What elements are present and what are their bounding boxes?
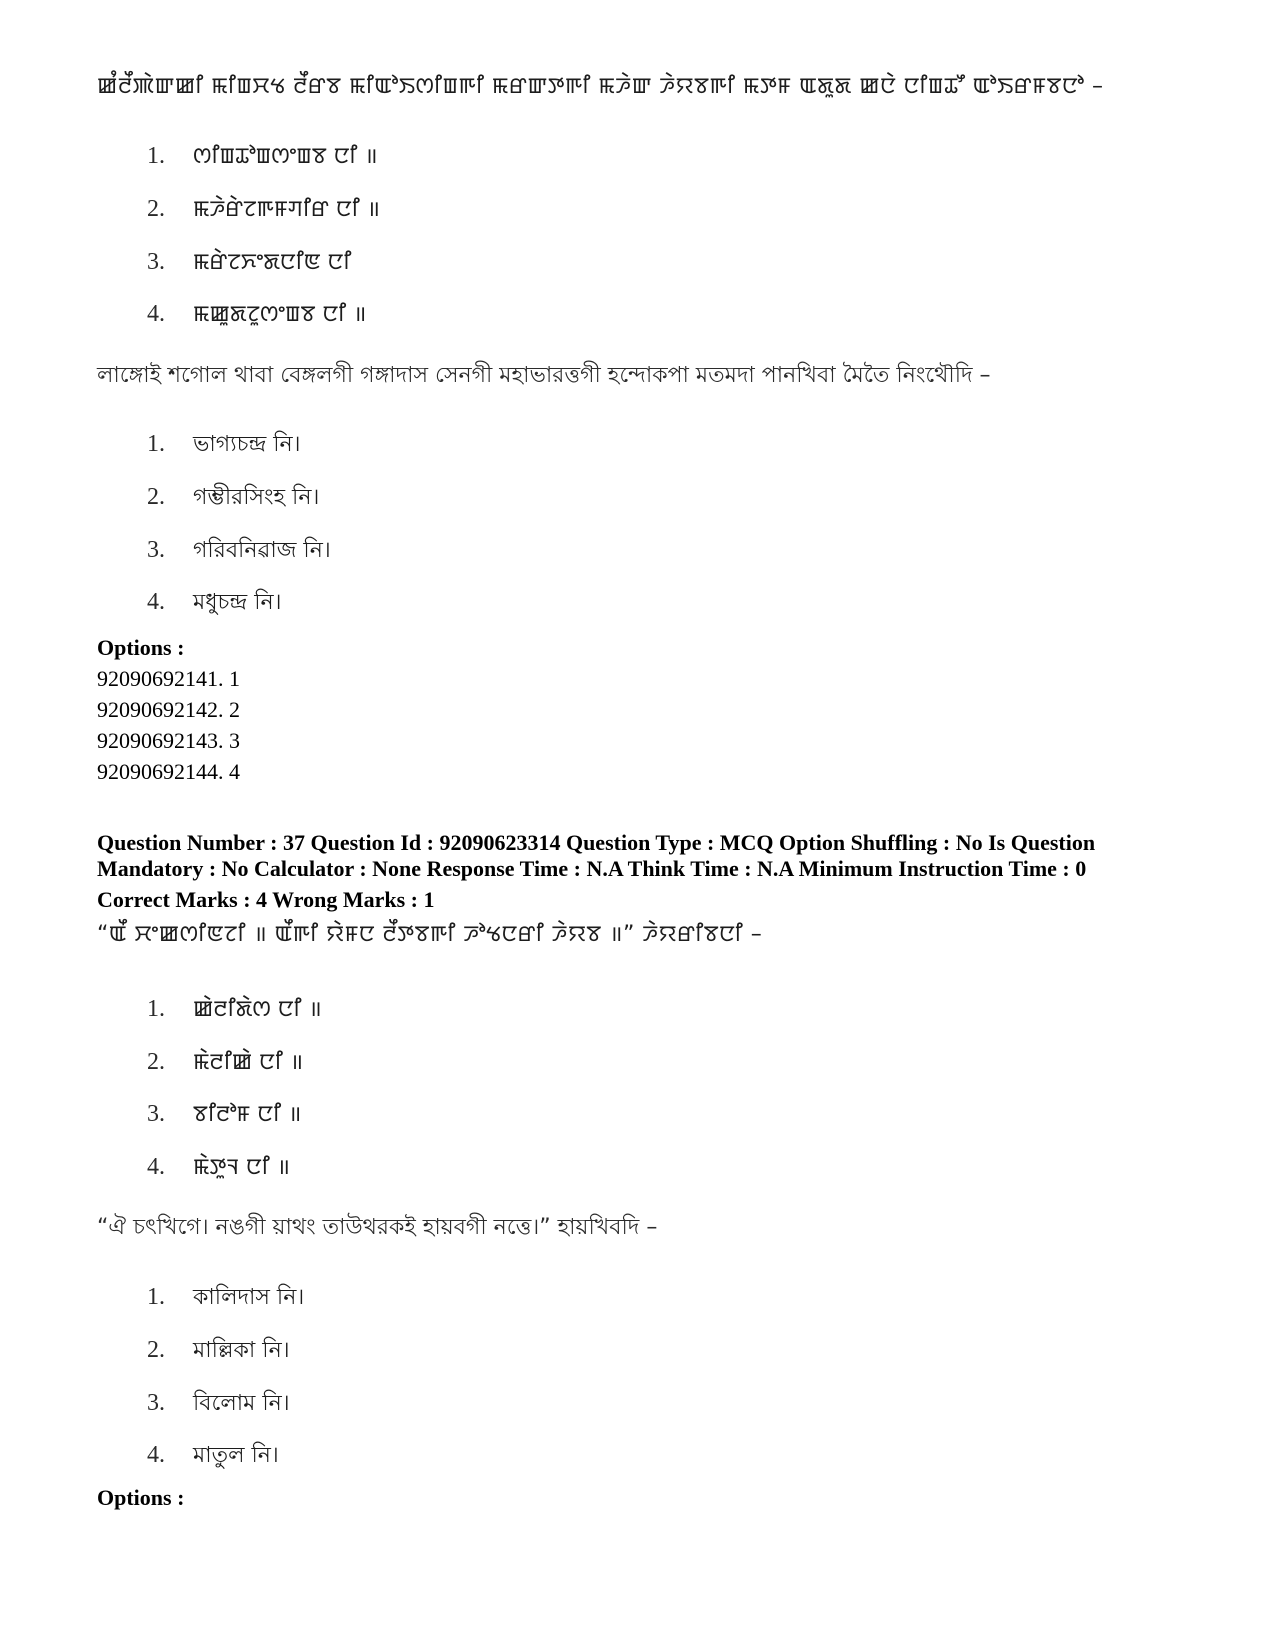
option-number: 1.	[147, 431, 165, 457]
q37-header-line-2: Mandatory : No Calculator : None Response Time : N.A Think Time : N.A Minimum Instruction Time : 0	[97, 856, 1087, 881]
option-text: গরিবনিৱাজ নি।	[193, 538, 331, 563]
q36-meitei-option-3	[147, 246, 351, 277]
q37-meitei-option-3	[147, 1098, 301, 1129]
q36-bengali-option-3	[147, 533, 331, 570]
option-number: 2.	[147, 196, 165, 222]
option-number: 3.	[147, 537, 165, 563]
q37-header-line-1: Question Number : 37 Question Id : 92090623314 Question Type : MCQ Option Shuffling : No Is Question	[97, 830, 1096, 855]
option-text: মাল্লিকা নি।	[193, 1338, 290, 1363]
option-text: মাতুল নি।	[193, 1443, 279, 1468]
option-number: 4.	[147, 301, 165, 327]
q37-meitei-question: “ꯑꯩ ꯆꯦꯀꯁꯤꯟꯖꯤ ॥ ꯑꯩꯒꯤ ꯌꯥꯝꯅ ꯂꯩꯇꯕꯒꯤ ꯍꯣꯠꯅꯔꯤ ꯍꯥꯌꯕ ॥” ꯍꯥꯌꯔꯤꯕꯅꯤ –	[97, 922, 763, 947]
q36-options-heading: Options :	[97, 635, 185, 660]
q36-meitei-option-2	[147, 193, 380, 224]
option-text: ꯃꯀꯨꯗꯖꯨꯁꯦꯡꯕ ꯅꯤ ॥	[193, 302, 367, 327]
option-number: 4.	[147, 589, 165, 615]
option-text: ꯕꯤꯂꯣꯝ ꯅꯤ ॥	[193, 1102, 302, 1127]
q36-bengali-option-1	[147, 427, 301, 464]
q36-bengali-option-4	[147, 585, 282, 622]
q36-option-id-3: 92090692143. 3	[97, 728, 240, 753]
option-text: মধুচন্দ্র নি।	[193, 590, 282, 615]
q37-bengali-question: “ঐ চৎখিগে। নঙগী য়াথং তাউথরকই হায়বগী নত্তে।” হায়খিবদি –	[97, 1215, 658, 1240]
q36-option-id-4: 92090692144. 4	[97, 759, 240, 784]
option-number: 1.	[147, 143, 165, 169]
option-text: কালিদাস নি।	[193, 1285, 305, 1310]
option-number: 2.	[147, 1049, 165, 1075]
q36-option-id-2: 92090692142. 2	[97, 697, 240, 722]
q37-meitei-option-2	[147, 1046, 303, 1077]
q36-bengali-question: লাঙ্গোই শগোল থাবা বেঙ্গলগী গঙ্গাদাস সেনগী মহাভারত্তগী হন্দোকপা মতমদা পানখিবা মৈতৈ নিংথৌদি –	[97, 363, 991, 388]
option-number: 3.	[147, 1101, 165, 1127]
option-number: 3.	[147, 1390, 165, 1416]
option-text: ꯃꯔꯥꯖꯈꯦꯗꯅꯤꯟ ꯅꯤ	[193, 250, 352, 275]
option-number: 4.	[147, 1154, 165, 1180]
q37-bengali-option-2	[147, 1333, 290, 1370]
option-text: ꯀꯥꯂꯤꯗꯥꯁ ꯅꯤ ॥	[193, 997, 322, 1022]
q37-header-line-3: Correct Marks : 4 Wrong Marks : 1	[97, 887, 435, 912]
option-number: 1.	[147, 1284, 165, 1310]
q37-bengali-option-3	[147, 1386, 290, 1423]
q36-meitei-question: ꯀꯪꯂꯩꯄꯥꯛꯀꯤ ꯃꯤꯡꯆꯠ ꯂꯩꯔꯕ ꯃꯤꯑꯣꯏꯁꯤꯡꯒꯤ ꯃꯔꯛꯇꯒꯤ ꯃꯍꯥꯛ ꯍꯥꯌꯕꯒꯤ ꯃꯇꯝ ꯑꯗꯨꯗ ꯀꯅꯥ ꯅꯤꯡꯊꯧ ꯑꯣꯏꯔꯝꯕꯅꯣ –	[97, 74, 1104, 99]
option-number: 1.	[147, 996, 165, 1022]
option-text: ꯃꯥꯇꯨꯜ ꯅꯤ ॥	[193, 1155, 290, 1180]
option-number: 3.	[147, 249, 165, 275]
q37-options-heading: Options :	[97, 1485, 185, 1510]
q36-meitei-option-1	[147, 140, 378, 171]
q37-meitei-option-4	[147, 1151, 290, 1182]
option-text: গম্ভীরসিংহ নি।	[193, 485, 320, 510]
q37-bengali-option-4	[147, 1438, 279, 1475]
option-text: ভাগ্যচন্দ্র নি।	[193, 432, 301, 457]
option-text: ꯁꯤꯡꯊꯣꯡꯁꯦꯡꯕ ꯅꯤ ॥	[193, 144, 378, 169]
option-text: ꯃꯍꯥꯔꯥꯖꯒꯝꯚꯤꯔ ꯅꯤ ॥	[193, 197, 380, 222]
q36-meitei-option-4	[147, 298, 366, 329]
option-number: 2.	[147, 1337, 165, 1363]
option-number: 4.	[147, 1442, 165, 1468]
option-text: ꯃꯥꯂꯤꯀꯥ ꯅꯤ ॥	[193, 1050, 304, 1075]
q37-meitei-option-1	[147, 993, 322, 1024]
q37-bengali-option-1	[147, 1280, 304, 1317]
option-text: বিলোম নি।	[193, 1391, 290, 1416]
q36-bengali-option-2	[147, 480, 319, 517]
q36-option-id-1: 92090692141. 1	[97, 666, 240, 691]
option-number: 2.	[147, 484, 165, 510]
